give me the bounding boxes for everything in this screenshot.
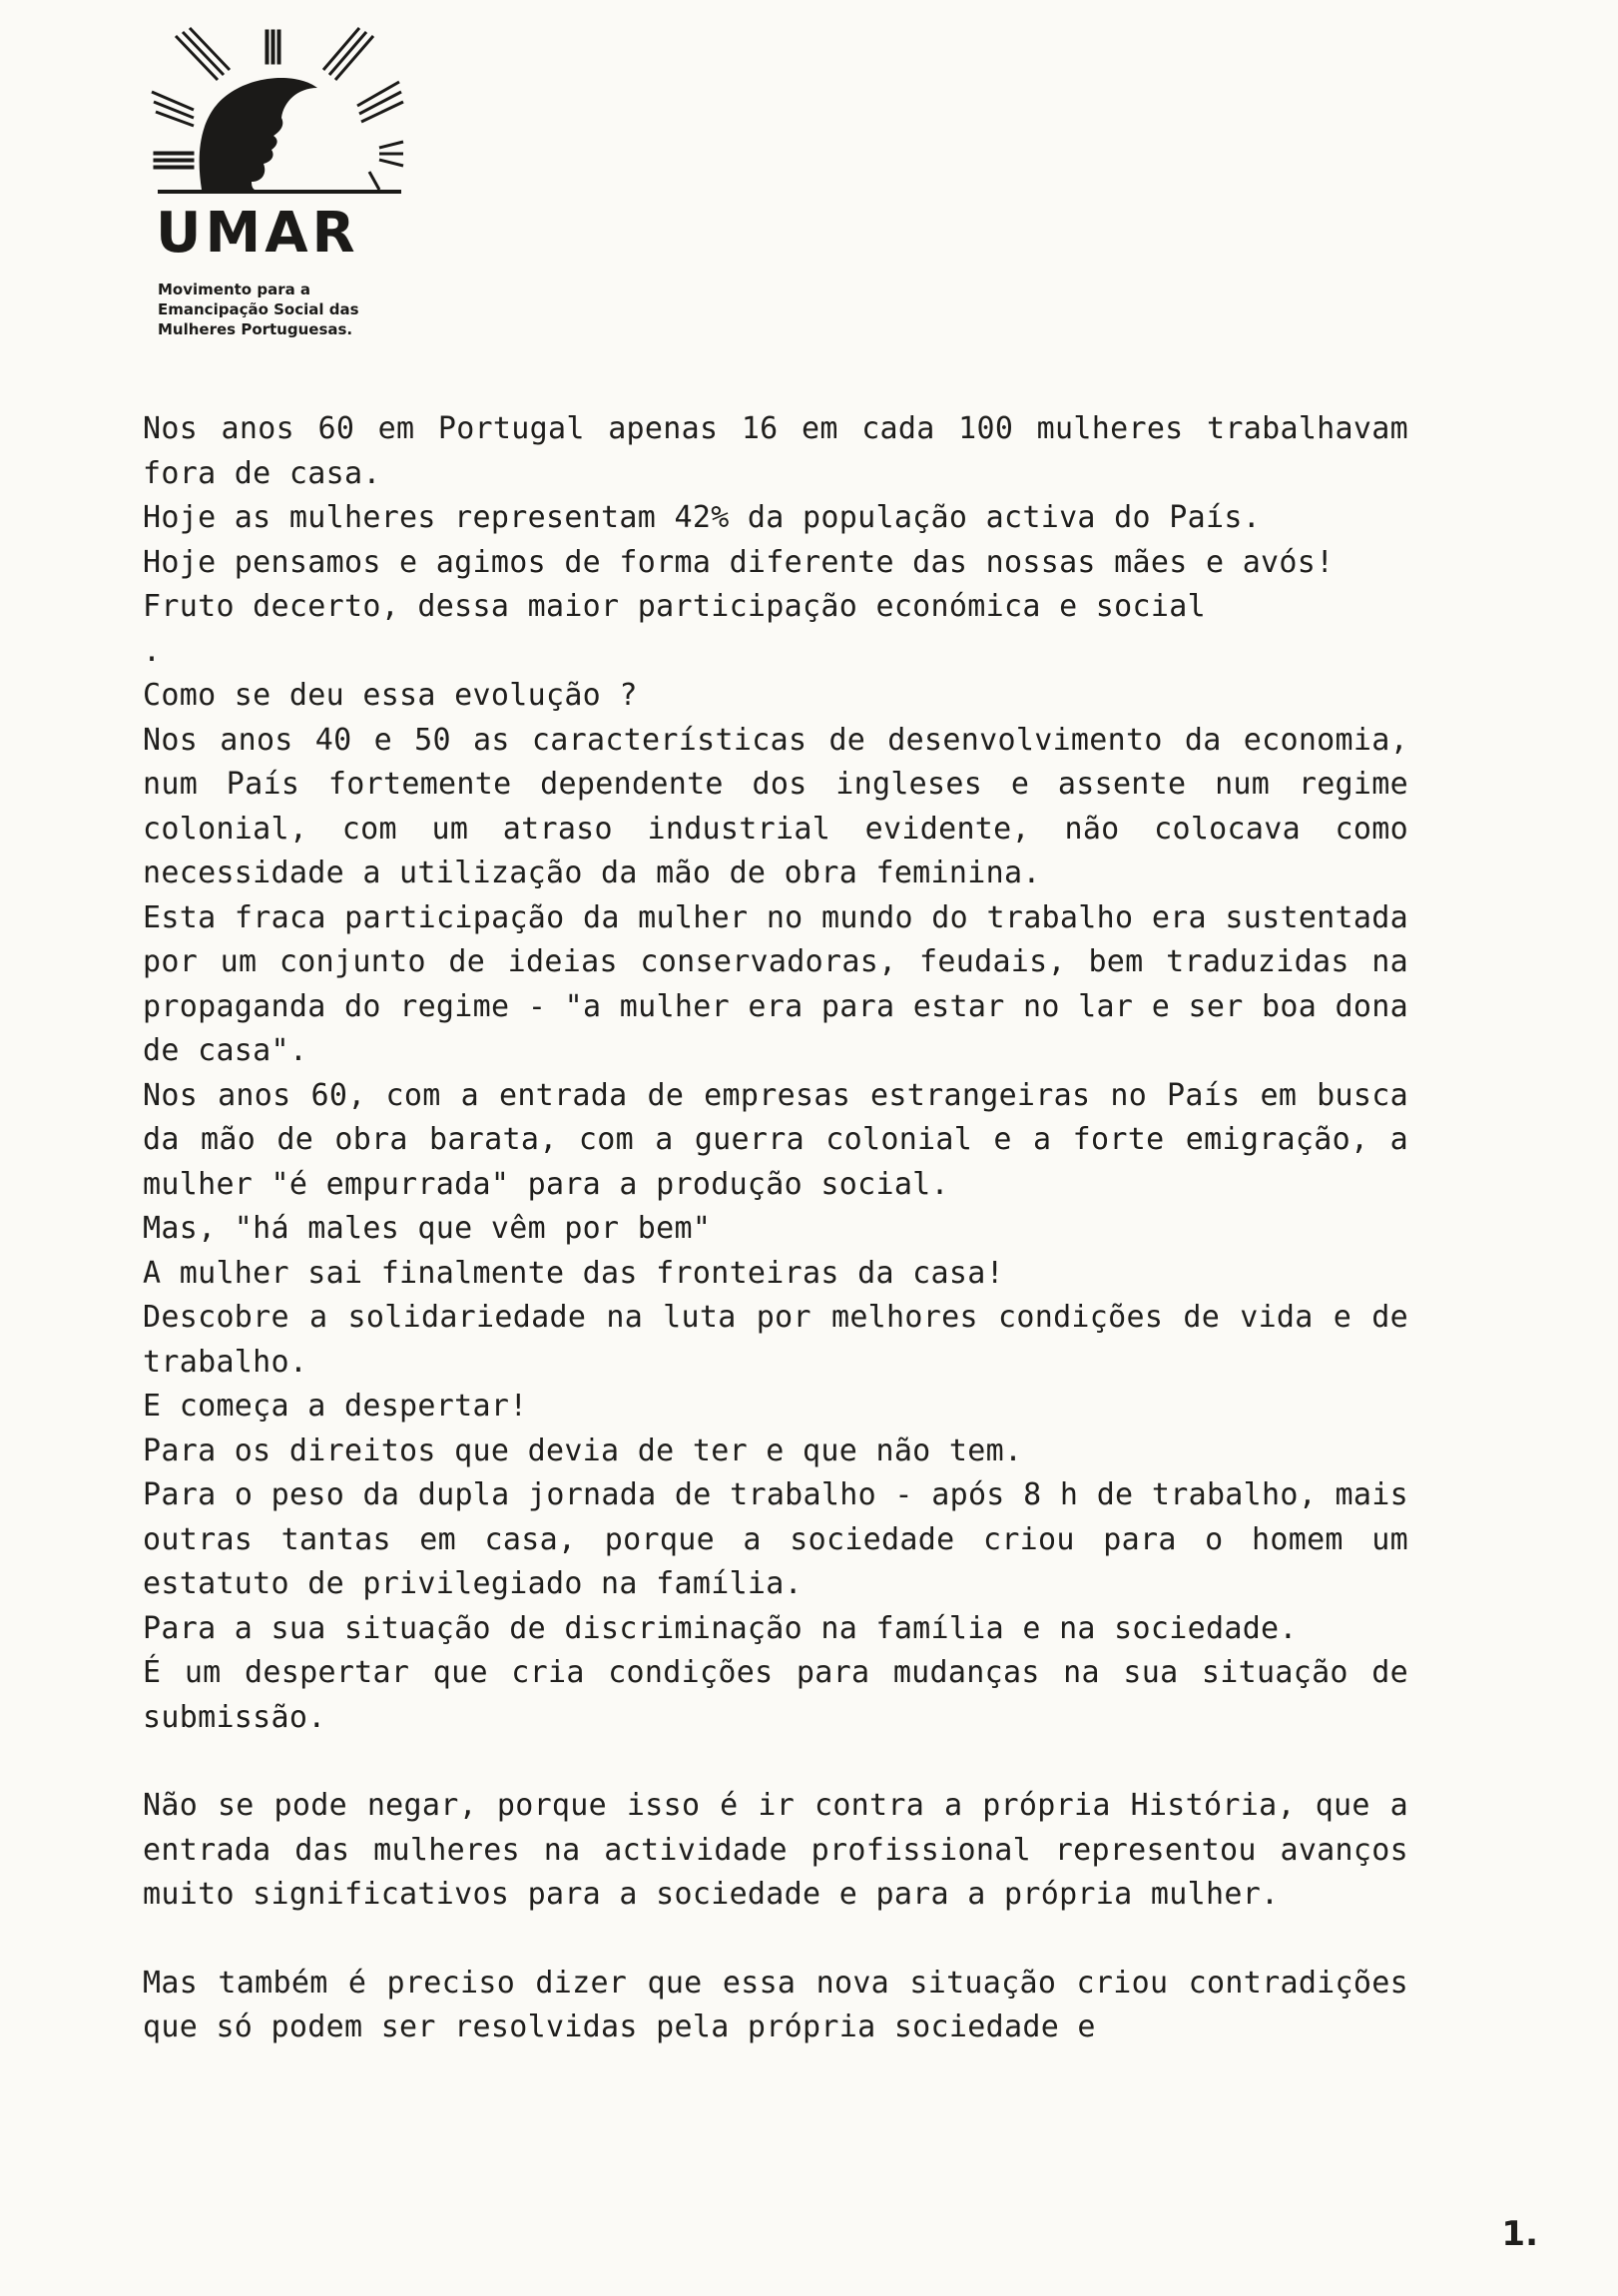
paragraph: Nos anos 60, com a entrada de empresas estrangeiras no País em busca da mão de obra barata, com a guerra colonial e a forte emigração, a mulher "é empurrada" para a produção social. [143, 1077, 1408, 1202]
paragraph: Mas, "há males que vêm por bem" [143, 1211, 712, 1246]
tagline-line: Emancipação Social das [158, 300, 359, 318]
paragraph: Para a sua situação de discriminação na família e na sociedade. [143, 1610, 1298, 1646]
paragraph: Descobre a solidariedade na luta por melhores condições de vida e de trabalho. [143, 1300, 1408, 1380]
paragraph: Hoje as mulheres representam 42% da população activa do País. [143, 500, 1262, 535]
paragraph: Para o peso da dupla jornada de trabalho - após 8 h de trabalho, mais outras tantas em casa, porque a sociedade criou para o homem um estatuto de privilegiado na família. [143, 1477, 1408, 1601]
paragraph: Esta fraca participação da mulher no mundo do trabalho era sustentada por um conjunto de ideias conservadoras, feudais, bem traduzidas na propaganda do regime - "a mulher era para estar no lar e ser boa dona de casa". [143, 899, 1408, 1068]
paragraph: Nos anos 60 em Portugal apenas 16 em cada 100 mulheres trabalhavam fora de casa. [143, 411, 1408, 491]
umar-logo [148, 22, 417, 338]
body-text [143, 407, 1408, 2050]
stray-mark: . [143, 633, 162, 669]
logo-tagline [158, 280, 427, 339]
tagline-line: Movimento para a [158, 281, 311, 298]
sun-profile-icon [148, 22, 407, 212]
paragraph: Hoje pensamos e agimos de forma diferente das nossas mães e avós! [143, 544, 1335, 580]
paragraph: É um despertar que cria condições para mudanças na sua situação de submissão. [143, 1655, 1408, 1735]
paragraph: Nos anos 40 e 50 as características de desenvolvimento da economia, num País fortemente dependente dos ingleses e assente num regime colonial, com um atraso industrial evidente, não colocava como necessidade a utilização da mão de obra feminina. [143, 722, 1408, 890]
paragraph: Mas também é preciso dizer que essa nova situação criou contradições que só podem ser resolvidas pela própria sociedade e [143, 1965, 1408, 2044]
paragraph: Fruto decerto, dessa maior participação económica e social [143, 589, 1206, 624]
paragraph: A mulher sai finalmente das fronteiras da casa! [143, 1255, 1004, 1291]
paragraph: Não se pode negar, porque isso é ir contra a própria História, que a entrada das mulheres na actividade profissional representou avanços muito significativos para a sociedade e para a própria mulher. [143, 1788, 1408, 1912]
section-question: Como se deu essa evolução ? [143, 678, 638, 713]
page-number: 1. [1501, 2214, 1538, 2254]
tagline-line: Mulheres Portuguesas. [158, 320, 353, 338]
paragraph: Para os direitos que devia de ter e que não tem. [143, 1433, 1023, 1468]
brand-name: UMAR [156, 201, 359, 266]
paragraph: E começa a despertar! [143, 1389, 528, 1424]
